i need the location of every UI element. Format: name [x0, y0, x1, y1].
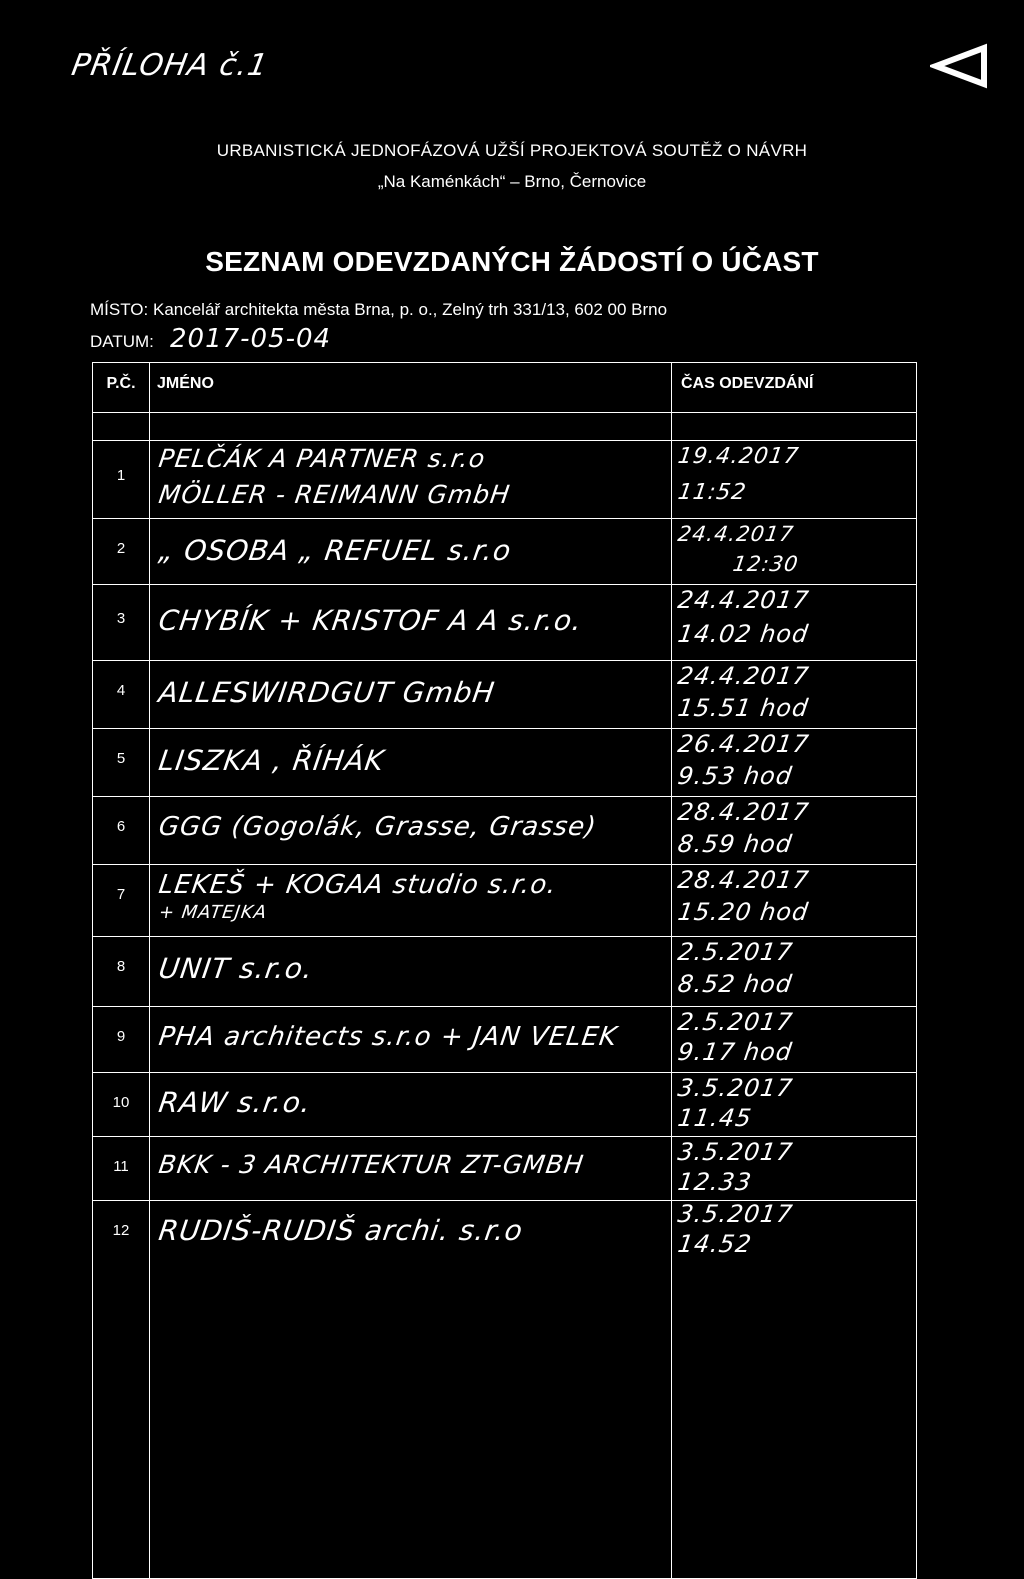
row-time-clock: 15.20 hod — [676, 898, 811, 926]
row-name: RUDIŠ-RUDIŠ archi. s.r.o — [156, 1214, 526, 1247]
triangle-corner-icon — [930, 42, 990, 90]
row-time-clock: 8.59 hod — [676, 830, 795, 858]
row-number: 1 — [116, 467, 126, 484]
table-row — [93, 440, 916, 518]
row-time-date: 24.4.2017 — [676, 586, 812, 614]
date-label: DATUM: — [90, 332, 154, 351]
table-row — [93, 584, 916, 660]
row-time-date: 26.4.2017 — [676, 730, 812, 758]
row-name: UNIT s.r.o. — [156, 952, 316, 985]
row-name: LEKEŠ + KOGAA studio s.r.o. — [156, 870, 559, 900]
column-header-number: P.Č. — [106, 375, 136, 392]
competition-subtitle: „Na Kaménkách“ – Brno, Černovice — [377, 172, 647, 191]
row-time-clock: 12.33 — [676, 1168, 754, 1196]
row-time-clock: 9.17 hod — [676, 1038, 795, 1066]
table-row — [93, 660, 916, 728]
attachment-label: PŘÍLOHA č.1 — [68, 48, 272, 83]
row-number: 5 — [116, 750, 126, 767]
row-number: 6 — [116, 818, 126, 835]
row-time-clock: 9.53 hod — [676, 762, 795, 790]
row-number: 2 — [116, 540, 126, 557]
row-name: BKK - 3 ARCHITEKTUR ZT-GMBH — [156, 1150, 586, 1179]
row-time-clock: 11:52 — [676, 480, 749, 505]
row-time-date: 2.5.2017 — [676, 1008, 795, 1036]
row-divider — [93, 412, 916, 413]
row-time-date: 2.5.2017 — [676, 938, 795, 966]
row-time-date: 19.4.2017 — [676, 444, 801, 469]
row-number: 8 — [116, 958, 126, 975]
row-number: 7 — [116, 886, 126, 903]
row-time-clock: 12:30 — [731, 552, 801, 576]
row-name: „ OSOBA „ REFUEL s.r.o — [156, 534, 514, 567]
table-row — [93, 1200, 916, 1262]
row-number: 3 — [116, 610, 126, 627]
row-time-date: 3.5.2017 — [676, 1074, 795, 1102]
row-name: GGG (Gogolák, Grasse, Grasse) — [156, 812, 599, 842]
table-row — [93, 1136, 916, 1200]
row-name: PELČÁK A PARTNER s.r.o — [156, 444, 488, 473]
row-time-date: 3.5.2017 — [676, 1200, 795, 1228]
column-header-name: JMÉNO — [157, 375, 214, 392]
table-row — [93, 864, 916, 936]
row-name-line2: MÖLLER - REIMANN GmbH — [156, 480, 513, 509]
table-row — [93, 796, 916, 864]
table-row — [93, 936, 916, 1006]
row-time-clock: 11.45 — [676, 1104, 754, 1132]
row-time-date: 28.4.2017 — [676, 866, 812, 894]
row-number: 4 — [116, 682, 126, 699]
row-name: PHA architects s.r.o + JAN VELEK — [156, 1022, 620, 1052]
row-name: ALLESWIRDGUT GmbH — [156, 676, 498, 709]
page-title: SEZNAM ODEVZDANÝCH ŽÁDOSTÍ O ÚČAST — [205, 246, 819, 277]
row-time-date: 24.4.2017 — [676, 522, 796, 546]
row-name: RAW s.r.o. — [156, 1086, 314, 1119]
row-number: 11 — [113, 1158, 129, 1175]
table-row — [93, 518, 916, 584]
table-row — [93, 1072, 916, 1136]
place-value: Kancelář architekta města Brna, p. o., Zelný trh 331/13, 602 00 Brno — [152, 300, 668, 319]
row-name: LISZKA , ŘÍHÁK — [156, 744, 387, 777]
table-row — [93, 728, 916, 796]
date-value: 2017-05-04 — [170, 324, 332, 354]
row-time-date: 28.4.2017 — [676, 798, 812, 826]
row-number: 9 — [116, 1028, 126, 1045]
place-label: MÍSTO: — [90, 300, 149, 319]
row-number: 12 — [112, 1222, 130, 1239]
row-number: 10 — [112, 1094, 130, 1111]
place-line — [90, 300, 667, 320]
row-time-date: 24.4.2017 — [676, 662, 812, 690]
competition-title: URBANISTICKÁ JEDNOFÁZOVÁ UŽŠÍ PROJEKTOVÁ SOUTĚŽ O NÁVRH — [216, 141, 808, 160]
row-name: CHYBÍK + KRISTOF A A s.r.o. — [156, 604, 585, 637]
row-time-clock: 15.51 hod — [676, 694, 811, 722]
row-time-clock: 14.02 hod — [676, 620, 811, 648]
column-header-time: ČAS ODEVZDÁNÍ — [681, 375, 814, 392]
row-time-clock: 8.52 hod — [676, 970, 795, 998]
row-time-date: 3.5.2017 — [676, 1138, 795, 1166]
row-name-line2: + MATEJKA — [157, 902, 269, 923]
submissions-table — [92, 362, 917, 1579]
row-time-clock: 14.52 — [676, 1230, 754, 1258]
table-row — [93, 1006, 916, 1072]
